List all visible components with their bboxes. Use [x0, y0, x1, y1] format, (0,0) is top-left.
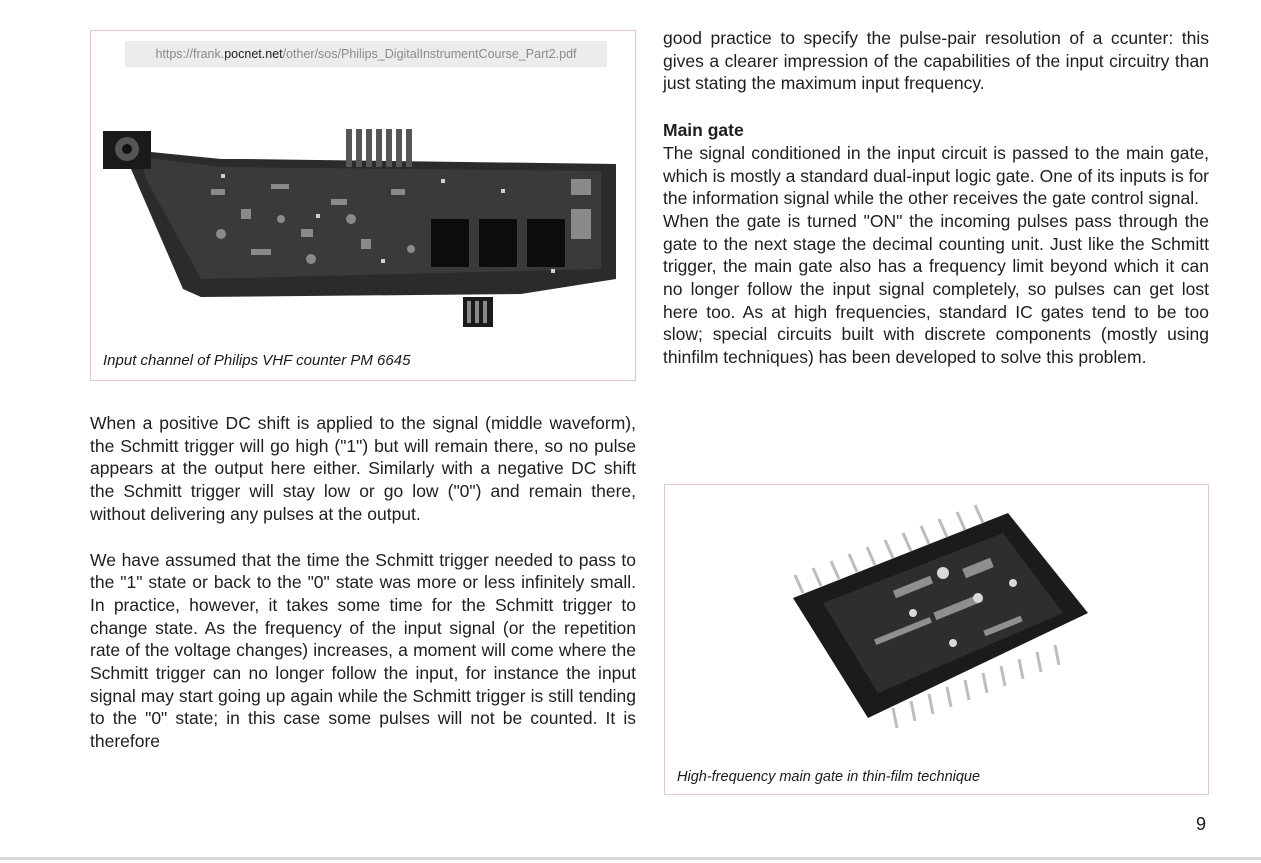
bottom-rule [0, 857, 1261, 860]
paragraph: When a positive DC shift is applied to the signal (middle waveform), the Schmitt trigger will go high ("1") but will remain there, so no pulse appears at the output here either. Similarly with a negative DC shift the Schmitt trigger will stay low or go low ("0") and remain there, without delivering any pulses at the output. [90, 413, 636, 524]
thin-film-gate-photo [783, 503, 1103, 733]
section-heading: Main gate [663, 120, 744, 141]
paragraph: The signal conditioned in the input circuit is passed to the main gate, which is mostly a standard dual-input logic gate. One of its inputs is for the information signal while the other receives the gate control signal. [663, 142, 1209, 209]
figure-input-channel [90, 30, 636, 381]
left-column [90, 412, 636, 753]
url-host: pocnet.net [224, 47, 283, 61]
right-column [663, 27, 1209, 369]
source-url-bar[interactable] [125, 41, 607, 67]
figure-caption: Input channel of Philips VHF counter PM 6645 [103, 352, 411, 369]
circuit-board-photo [101, 119, 621, 329]
paragraph: When the gate is turned "ON" the incoming pulses pass through the gate to the next stage the decimal counting unit. Just like the Schmitt trigger, the main gate also has a frequency limit beyond which it can no longer follow the input signal completely, so pulses can get lost here too. As at high frequencies, standard IC gates tend to be too slow; special circuits built with discrete components (mostly using thinfilm techniques) has been developed to solve this problem. [663, 210, 1209, 368]
url-prefix: https://frank. [155, 47, 225, 61]
figure-caption: High-frequency main gate in thin-film technique [677, 769, 981, 785]
paragraph: good practice to specify the pulse-pair resolution of a ccunter: this gives a clearer impression of the capabilities of the input circuitry than just stating the maximum input frequency. [663, 28, 1209, 94]
figure-main-gate [664, 484, 1209, 795]
page-number: 9 [1196, 814, 1207, 834]
url-path: /other/sos/Philips_DigitalInstrumentCourse_Part2.pdf [282, 47, 577, 61]
paragraph: We have assumed that the time the Schmitt trigger needed to pass to the "1" state or back to the "0" state was more or less infinitely small. In practice, however, it takes some time for the Schmitt trigger to change state. As the frequency of the input signal (or the repetition rate of the voltage changes) increases, a moment will come where the Schmitt trigger can no longer follow the input, for instance the input signal may start going up again while the Schmitt trigger is still tending to the "0" state; in this case some pulses will not be counted. It is therefore [90, 549, 636, 752]
